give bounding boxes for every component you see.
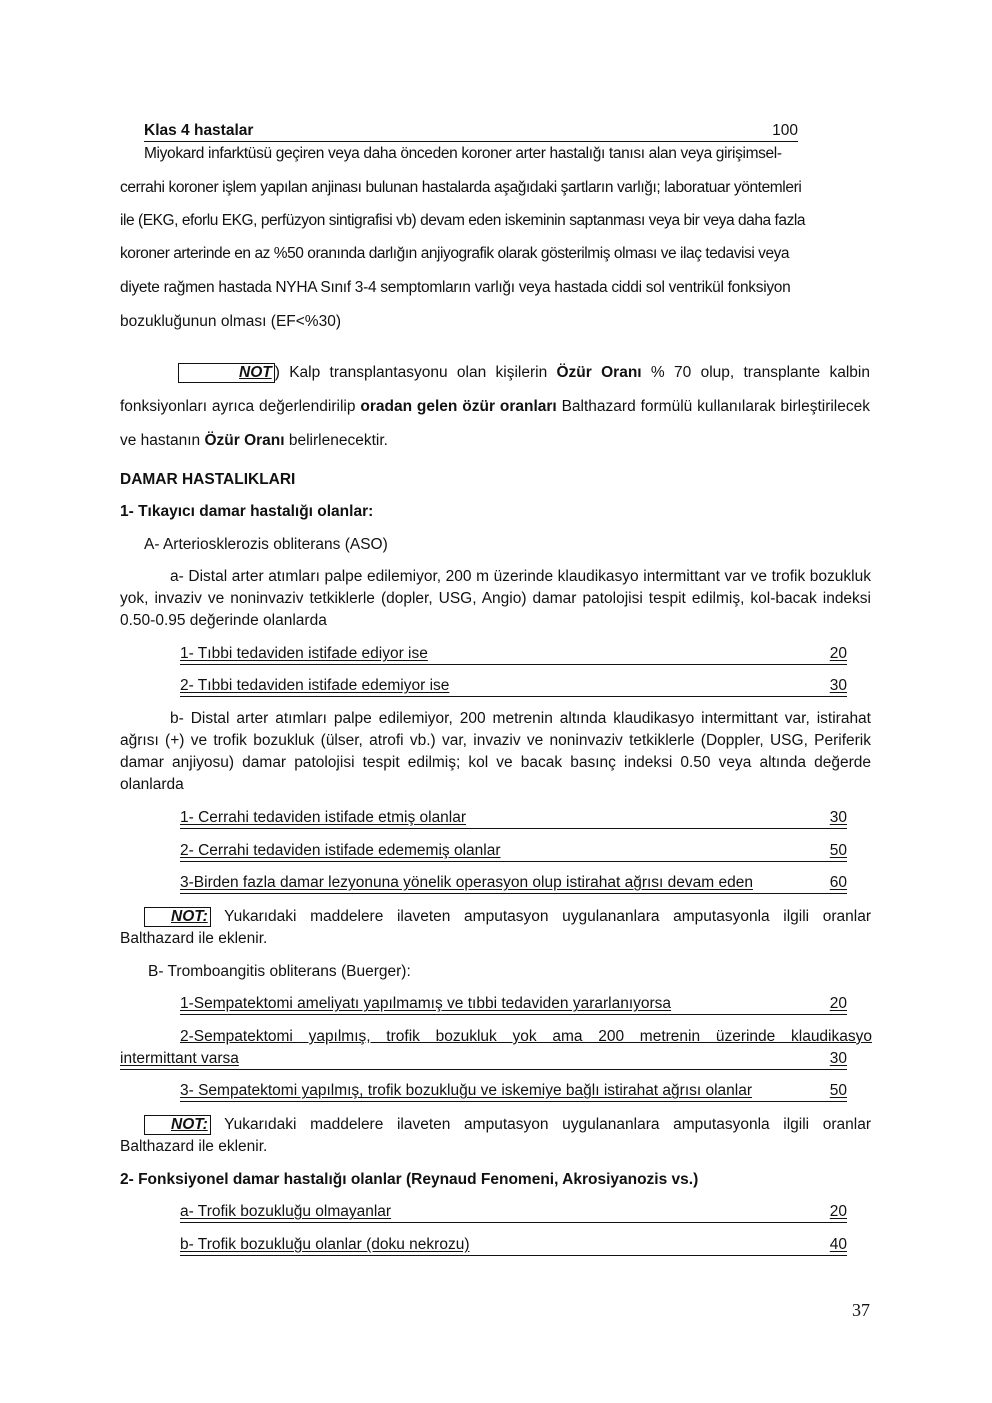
buerger-item-2-line-1: 2-Sempatektomi yapılmış, trofik bozukluk yok ama 200 metrenin üzerinde klaudikasyo [180, 1028, 872, 1045]
klas4-label: Klas 4 hastalar [144, 122, 254, 139]
klas4-value: 100 [772, 122, 798, 139]
klas4-line-5: diyete rağmen hastada NYHA Sınıf 3-4 semptomların varlığı veya hastada ciddi sol ventrikül fonksiyon [120, 279, 791, 296]
aso-b-item-1: 1- Cerrahi tedaviden istifade etmiş olanlar 30 [180, 809, 847, 829]
buerger-item-3: 3- Sempatektomi yapılmış, trofik bozukluğu ve iskemiye bağlı istirahat ağrısı olanlar 50 [180, 1082, 847, 1102]
aso-b-item-3: 3-Birden fazla damar lezyonuna yönelik operasyon olup istirahat ağrısı devam eden 60 [180, 874, 847, 894]
s2-item-2: b- Trofik bozukluğu olanlar (doku nekrozu) 40 [180, 1236, 847, 1256]
klas4-line-1: Miyokard infarktüsü geçiren veya daha önceden koroner arter hastalığı tanısı alan veya girişimsel- [144, 145, 782, 162]
subsection-1-title: 1- Tıkayıcı damar hastalığı olanlar: [120, 503, 374, 520]
subsection-2-title: 2- Fonksiyonel damar hastalığı olanlar (Reynaud Fenomeni, Akrosiyanozis vs.) [120, 1171, 699, 1188]
buerger-item-2-line-2: intermittant varsa 30 [120, 1050, 847, 1070]
aso-b-item-2: 2- Cerrahi tedaviden istifade edememiş olanlar 50 [180, 842, 847, 862]
aso-a-item-1: 1- Tıbbi tedaviden istifade ediyor ise 20 [180, 645, 847, 665]
transplant-note: NOT ) Kalp transplantasyonu olan kişilerin Özür Oranı % 70 olup, transplante kalbin fonksiyonları ayrıca değerlendirilip oradan gelen özür oranları Balthazard formülü kullanılarak birleştirilecek ve hastanın Özür Oranı belirlenecektir. [120, 364, 870, 449]
aso-a-item-2: 2- Tıbbi tedaviden istifade edemiyor ise 30 [180, 677, 847, 697]
klas4-line-3: ile (EKG, eforlu EKG, perfüzyon sintigrafisi vb) devam eden iskeminin saptanması veya bir veya daha fazla [120, 212, 806, 229]
buerger-item-1: 1-Sempatektomi ameliyatı yapılmamış ve tıbbi tedaviden yararlanıyorsa 20 [180, 995, 847, 1015]
note-label: NOT: [144, 1115, 211, 1135]
aso-b-paragraph: b- Distal arter atımları palpe edilemiyor, 200 metrenin altında klaudikasyo intermittant var, istirahat ağrısı (+) ve trofik bozukluk (ülser, atrofi vb.) var, invaziv ve noninvaziv tetkiklerle (Doppler, USG, Periferik damar anjiyosu) damar patolojisi tespit edilmiş; kol ve bacak basınç indeksi 0.50 veya altında değerde olanlarda [120, 710, 871, 793]
klas4-line-2: cerrahi koroner işlem yapılan anjinası bulunan hastalarda aşağıdaki şartların varlığı; laboratuar yöntemleri [120, 179, 802, 196]
aso-title: A- Arteriosklerozis obliterans (ASO) [144, 536, 388, 553]
section-title: DAMAR HASTALIKLARI [120, 471, 296, 488]
page-number: 37 [852, 1300, 870, 1320]
s2-item-1: a- Trofik bozukluğu olmayanlar 20 [180, 1203, 847, 1223]
klas4-row [144, 122, 798, 142]
aso-a-paragraph: a- Distal arter atımları palpe edilemiyor, 200 m üzerinde klaudikasyo intermittant var ve trofik bozukluk yok, invaziv ve noninvaziv tetkiklerle (dopler, USG, Angio) damar patolojisi tespit edilmiş, kol-bacak indeksi 0.50-0.95 değerinde olanlarda [120, 568, 871, 629]
buerger-title: B- Tromboangitis obliterans (Buerger): [148, 963, 411, 980]
amputation-note-2: NOT: Yukarıdaki maddelere ilaveten amputasyon uygulananlara amputasyonla ilgili oranlar Balthazard ile eklenir. [120, 1116, 871, 1155]
klas4-line-6: bozukluğunun olması (EF<%30) [120, 313, 341, 330]
klas4-line-4: koroner arterinde en az %50 oranında darlığın anjiyografik olarak gösterilmiş olması ve ilaç tedavisi veya [120, 245, 790, 262]
amputation-note-1: NOT: Yukarıdaki maddelere ilaveten amputasyon uygulananlara amputasyonla ilgili oranlar Balthazard ile eklenir. [120, 908, 871, 947]
note-label: NOT: [144, 907, 211, 927]
note-label: NOT [178, 363, 275, 383]
